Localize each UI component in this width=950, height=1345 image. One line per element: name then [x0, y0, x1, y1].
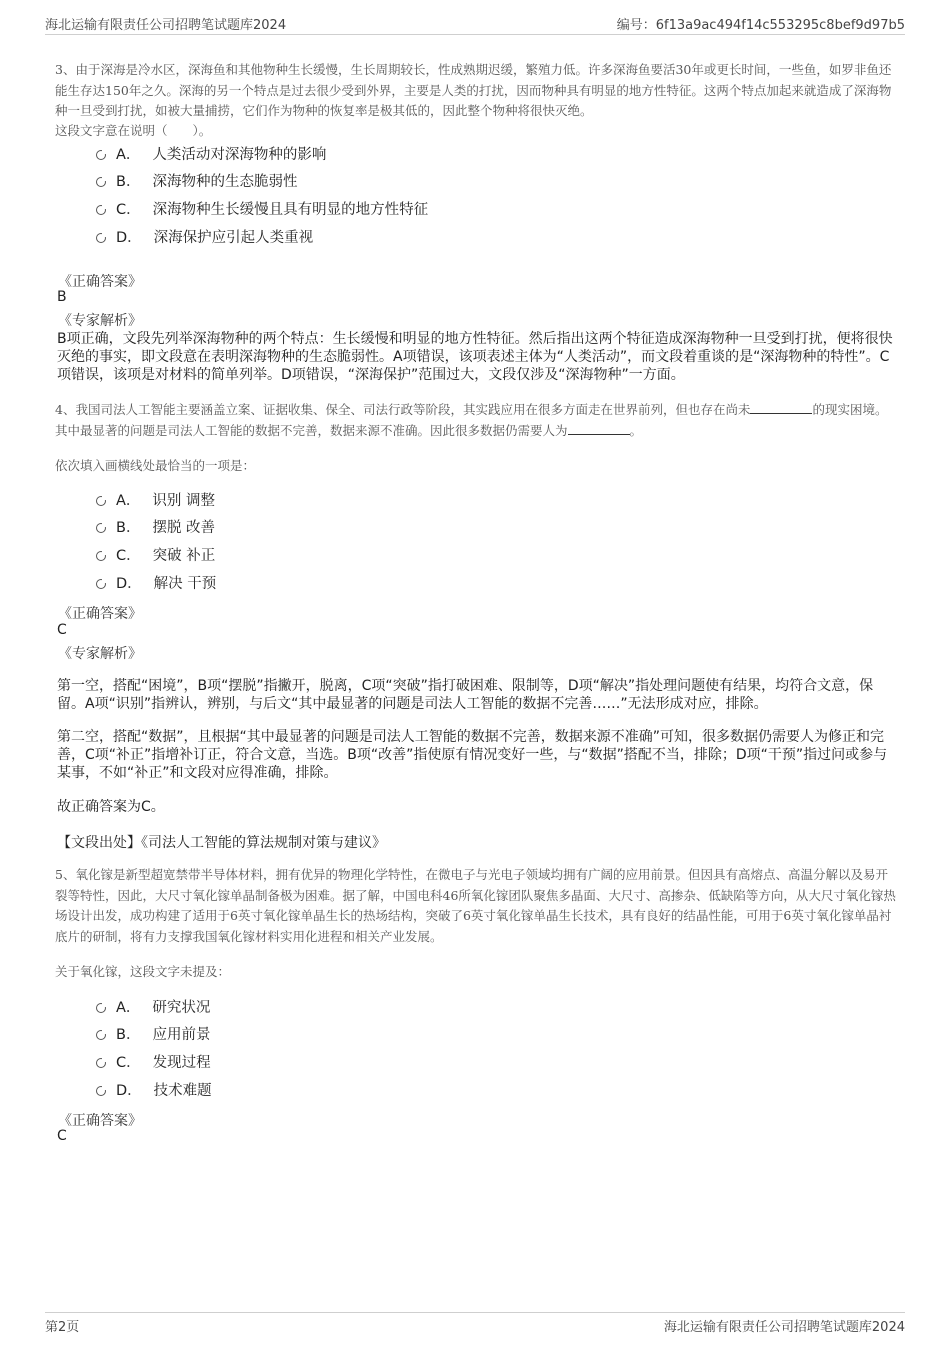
page-number: 第2页 — [45, 1320, 80, 1335]
radio-icon[interactable] — [96, 1030, 106, 1040]
q5-option-b[interactable]: B． 应用前景 — [96, 1022, 210, 1044]
q5-answer: C — [57, 1128, 67, 1144]
question-5-prompt: 关于氧化镓，这段文字未提及： — [55, 964, 231, 979]
q4-option-a[interactable]: A． 识别 调整 — [96, 488, 215, 510]
radio-icon[interactable] — [96, 1058, 106, 1068]
q3-option-b[interactable]: B． 深海物种的生态脆弱性 — [96, 169, 297, 191]
footer-title: 海北运输有限责任公司招聘笔试题库2024 — [663, 1320, 905, 1335]
q4-option-c[interactable]: C． 突破 补正 — [96, 543, 215, 565]
q3-option-d[interactable]: D． 深海保护应引起人类重视 — [96, 225, 313, 247]
header-title: 海北运输有限责任公司招聘笔试题库2024 — [45, 18, 287, 33]
question-5-text: 5、氧化镓是新型超宽禁带半导体材料，拥有优异的物理化学特性，在微电子与光电子领域均拥有广阔的应用前景。但因具有高熔点、高温分解以及易开裂等特性，因此，大尺寸氧化镓单晶制备极为困难。据了解，中国电科46所氧化镓团队聚焦多晶面、大尺寸、高掺杂、低缺陷等方向，从大尺寸氧化镓热场设计出发，成功构建了适用于6英寸氧化镓单晶生长的热场结构，突破了6英寸氧化镓单晶生长技术，具有良好的结晶性能，可用于6英寸氧化镓单晶衬底片的研制，将有力支撑我国氧化镓材料实用化进程和相关产业发展。 — [55, 867, 896, 944]
q5-answer-label: 《正确答案》 — [58, 1113, 142, 1129]
q3-answer-label: 《正确答案》 — [58, 274, 142, 290]
q4-answer-label: 《正确答案》 — [58, 606, 142, 622]
fill-blank-2 — [568, 422, 630, 435]
page-header — [45, 12, 905, 35]
q5-option-a[interactable]: A． 研究状况 — [96, 995, 210, 1017]
radio-icon[interactable] — [96, 233, 106, 243]
document-id: 编号：6f13a9ac494f14c553295c8bef9d97b5 — [616, 18, 905, 33]
q4-source: 【文段出处】《司法人工智能的算法规制对策与建议》 — [57, 835, 386, 851]
q4-analysis-p3: 故正确答案为C。 — [57, 799, 165, 815]
q5-option-c[interactable]: C． 发现过程 — [96, 1050, 211, 1072]
radio-icon[interactable] — [96, 205, 106, 215]
radio-icon[interactable] — [96, 1003, 106, 1013]
question-3-text: 3、由于深海是冷水区，深海鱼和其他物种生长缓慢，生长周期较长，性成熟期迟缓，繁殖力低。许多深海鱼要活30年或更长时间，一些鱼，如罗非鱼还能生存达150年之久。深海的另一个特点是过去很少受到外界，主要是人类的打扰，因而物种具有明显的地方性特征。这两个特点加起来就造成了深海物种一旦受到打扰，如被大量捕捞，它们作为物种的恢复率是极其低的，因此整个物种将很快灭绝。 — [55, 62, 892, 118]
page-footer — [45, 1312, 905, 1335]
radio-icon[interactable] — [96, 1086, 106, 1096]
q4-analysis-p1: 第一空，搭配“困境”，B项“摆脱”指撇开，脱离，C项“突破”指打破困难、限制等，D项“解决”指处理问题使有结果，均符合文意，保留。A项“识别”指辨认，辨别，与后文“其中最显著的问题是司法人工智能的数据不完善……”无法形成对应，排除。 — [57, 678, 874, 712]
question-4-text: 4、我国司法人工智能主要涵盖立案、证据收集、保全、司法行政等阶段，其实践应用在很多方面走在世界前列，但也存在尚未 的现实困境。其中最显著的问题是司法人工智能的数据不完善，数据来源不准确。因此很多数据仍需要人为 。 — [55, 402, 888, 438]
radio-icon[interactable] — [96, 177, 106, 187]
q4-option-b[interactable]: B． 摆脱 改善 — [96, 515, 215, 537]
q4-answer: C — [57, 622, 67, 638]
q3-option-a[interactable]: A． 人类活动对深海物种的影响 — [96, 142, 326, 164]
q3-answer: B — [57, 289, 67, 305]
q4-option-d[interactable]: D． 解决 干预 — [96, 571, 216, 593]
q4-analysis-label: 《专家解析》 — [58, 646, 142, 662]
radio-icon[interactable] — [96, 150, 106, 160]
question-4-prompt: 依次填入画横线处最恰当的一项是： — [55, 458, 256, 473]
q4-analysis-p2: 第二空，搭配“数据”，且根据“其中最显著的问题是司法人工智能的数据不完善，数据来源不准确”可知，很多数据仍需要人为修正和完善，C项“补正”指增补订正，符合文意，当选。B项“改善”指使原有情况变好一些，与“数据”搭配不当，排除；D项“干预”指过问或参与某事，不如“补正”和文段对应得准确，排除。 — [57, 729, 888, 781]
q3-analysis-label: 《专家解析》 — [58, 313, 142, 329]
radio-icon[interactable] — [96, 551, 106, 561]
radio-icon[interactable] — [96, 523, 106, 533]
fill-blank-1 — [750, 401, 812, 414]
q5-option-d[interactable]: D． 技术难题 — [96, 1078, 212, 1100]
radio-icon[interactable] — [96, 579, 106, 589]
radio-icon[interactable] — [96, 496, 106, 506]
q3-analysis: B项正确，文段先列举深海物种的两个特点：生长缓慢和明显的地方性特征。然后指出这两个特征造成深海物种一旦受到打扰，便将很快灭绝的事实，即文段意在表明深海物种的生态脆弱性。A项错误，该项表述主体为“人类活动”，而文段着重谈的是“深海物种的特性”。C项错误，该项是对材料的简单列举。D项错误，“深海保护”范围过大，文段仅涉及“深海物种”一方面。 — [57, 331, 893, 383]
q3-option-c[interactable]: C． 深海物种生长缓慢且具有明显的地方性特征 — [96, 197, 428, 219]
question-3-prompt: 这段文字意在说明（ ）。 — [55, 123, 212, 138]
